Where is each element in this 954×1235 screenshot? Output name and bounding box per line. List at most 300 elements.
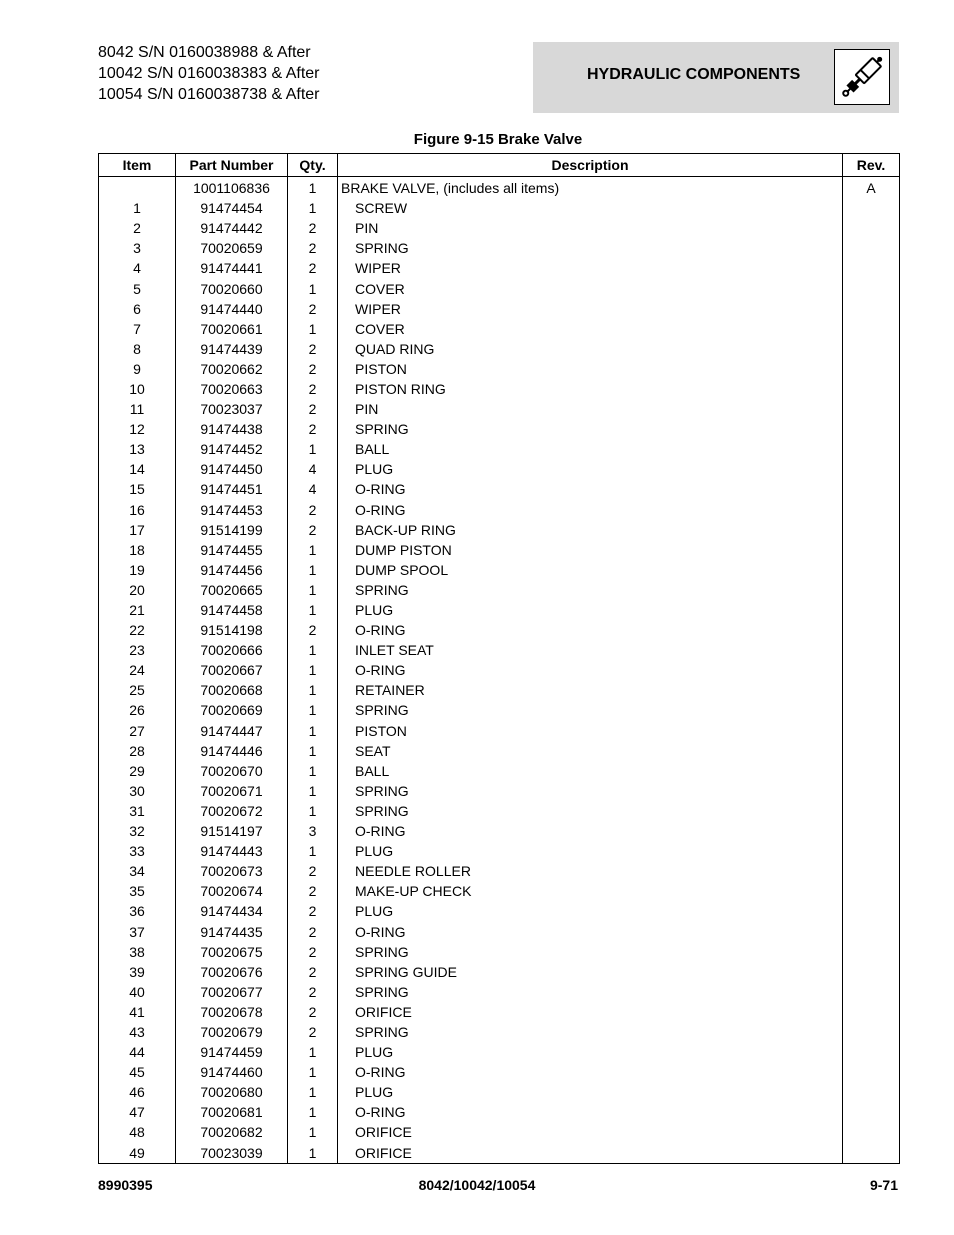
description-cell: ORIFICE: [338, 1143, 843, 1164]
quantity-cell: 2: [288, 1022, 338, 1042]
description-cell: ORIFICE: [338, 1002, 843, 1022]
item-cell: 12: [99, 419, 176, 439]
part-number-cell: 91474440: [176, 299, 288, 319]
revision-cell: A: [843, 177, 900, 199]
quantity-cell: 1: [288, 1062, 338, 1082]
revision-cell: [843, 901, 900, 921]
table-row: [99, 479, 900, 499]
part-number-cell: 70020672: [176, 801, 288, 821]
table-row: [99, 359, 900, 379]
quantity-cell: 2: [288, 500, 338, 520]
quantity-cell: 2: [288, 218, 338, 238]
revision-cell: [843, 1022, 900, 1042]
revision-cell: [843, 1062, 900, 1082]
item-cell: 16: [99, 500, 176, 520]
part-number-cell: 91474451: [176, 479, 288, 499]
revision-cell: [843, 339, 900, 359]
part-number-cell: 70020668: [176, 680, 288, 700]
footer-model-numbers: 8042/10042/10054: [418, 1177, 536, 1193]
parts-table: [98, 153, 900, 1164]
item-cell: 18: [99, 540, 176, 560]
description-cell: O-RING: [338, 620, 843, 640]
table-row: [99, 721, 900, 741]
table-row: [99, 1082, 900, 1102]
table-row: [99, 218, 900, 238]
description-cell: PLUG: [338, 901, 843, 921]
description-cell: PLUG: [338, 459, 843, 479]
description-cell: COVER: [338, 319, 843, 339]
description-cell: SPRING: [338, 781, 843, 801]
revision-cell: [843, 419, 900, 439]
table-row: [99, 761, 900, 781]
table-row: [99, 962, 900, 982]
item-cell: 25: [99, 680, 176, 700]
item-cell: 44: [99, 1042, 176, 1062]
revision-cell: [843, 218, 900, 238]
section-title: HYDRAULIC COMPONENTS: [587, 66, 801, 83]
revision-cell: [843, 841, 900, 861]
table-row: [99, 700, 900, 720]
description-cell: QUAD RING: [338, 339, 843, 359]
item-cell: 9: [99, 359, 176, 379]
section-header: [533, 42, 899, 113]
quantity-cell: 1: [288, 600, 338, 620]
quantity-cell: 1: [288, 319, 338, 339]
item-cell: 8: [99, 339, 176, 359]
revision-cell: [843, 640, 900, 660]
description-cell: SPRING GUIDE: [338, 962, 843, 982]
revision-cell: [843, 1122, 900, 1142]
table-row: [99, 459, 900, 479]
quantity-cell: 1: [288, 1143, 338, 1164]
description-cell: SPRING: [338, 580, 843, 600]
quantity-cell: 1: [288, 801, 338, 821]
item-cell: 49: [99, 1143, 176, 1164]
item-cell: 14: [99, 459, 176, 479]
item-cell: 36: [99, 901, 176, 921]
item-cell: 27: [99, 721, 176, 741]
quantity-cell: 1: [288, 781, 338, 801]
item-cell: [99, 177, 176, 199]
revision-cell: [843, 1002, 900, 1022]
revision-cell: [843, 1082, 900, 1102]
serial-line: 10054 S/N 0160038738 & After: [98, 86, 320, 103]
revision-cell: [843, 821, 900, 841]
revision-cell: [843, 580, 900, 600]
item-cell: 3: [99, 238, 176, 258]
description-cell: PISTON: [338, 721, 843, 741]
quantity-cell: 2: [288, 901, 338, 921]
quantity-cell: 3: [288, 821, 338, 841]
column-header-item: Item: [99, 154, 176, 177]
revision-cell: [843, 881, 900, 901]
item-cell: 4: [99, 258, 176, 278]
revision-cell: [843, 921, 900, 941]
table-row: [99, 781, 900, 801]
description-cell: SPRING: [338, 982, 843, 1002]
table-row: [99, 540, 900, 560]
part-number-cell: 91474438: [176, 419, 288, 439]
part-number-cell: 91474435: [176, 921, 288, 941]
revision-cell: [843, 520, 900, 540]
part-number-cell: 70020673: [176, 861, 288, 881]
part-number-cell: 70020682: [176, 1122, 288, 1142]
part-number-cell: 70020674: [176, 881, 288, 901]
table-row: [99, 660, 900, 680]
part-number-cell: 91474458: [176, 600, 288, 620]
item-cell: 28: [99, 741, 176, 761]
quantity-cell: 2: [288, 620, 338, 640]
quantity-cell: 4: [288, 479, 338, 499]
column-header-qty: Qty.: [288, 154, 338, 177]
revision-cell: [843, 1042, 900, 1062]
part-number-cell: 70020681: [176, 1102, 288, 1122]
quantity-cell: 1: [288, 540, 338, 560]
part-number-cell: 70023039: [176, 1143, 288, 1164]
item-cell: 47: [99, 1102, 176, 1122]
description-cell: SPRING: [338, 419, 843, 439]
column-header-description: Description: [338, 154, 843, 177]
part-number-cell: 91474452: [176, 439, 288, 459]
part-number-cell: 70020662: [176, 359, 288, 379]
table-row: [99, 921, 900, 941]
quantity-cell: 1: [288, 761, 338, 781]
part-number-cell: 70020677: [176, 982, 288, 1002]
revision-cell: [843, 1143, 900, 1164]
table-row: [99, 500, 900, 520]
table-row: [99, 680, 900, 700]
description-cell: O-RING: [338, 660, 843, 680]
description-cell: BALL: [338, 761, 843, 781]
table-row: [99, 278, 900, 298]
description-cell: DUMP SPOOL: [338, 560, 843, 580]
table-row: [99, 399, 900, 419]
part-number-cell: 91474446: [176, 741, 288, 761]
table-row: [99, 901, 900, 921]
column-header-part-number: Part Number: [176, 154, 288, 177]
description-cell: BACK-UP RING: [338, 520, 843, 540]
item-cell: 24: [99, 660, 176, 680]
item-cell: 41: [99, 1002, 176, 1022]
quantity-cell: 1: [288, 721, 338, 741]
quantity-cell: 2: [288, 419, 338, 439]
description-cell: SCREW: [338, 198, 843, 218]
table-row: [99, 520, 900, 540]
part-number-cell: 91514198: [176, 620, 288, 640]
part-number-cell: 91474453: [176, 500, 288, 520]
quantity-cell: 1: [288, 177, 338, 199]
table-row: [99, 801, 900, 821]
part-number-cell: 70020679: [176, 1022, 288, 1042]
description-cell: PIN: [338, 399, 843, 419]
table-row: [99, 580, 900, 600]
quantity-cell: 2: [288, 258, 338, 278]
table-row: [99, 821, 900, 841]
item-cell: 7: [99, 319, 176, 339]
part-number-cell: 91474456: [176, 560, 288, 580]
part-number-cell: 70020669: [176, 700, 288, 720]
revision-cell: [843, 700, 900, 720]
part-number-cell: 70020661: [176, 319, 288, 339]
revision-cell: [843, 801, 900, 821]
quantity-cell: 2: [288, 238, 338, 258]
item-cell: 38: [99, 942, 176, 962]
revision-cell: [843, 238, 900, 258]
part-number-cell: 1001106836: [176, 177, 288, 199]
part-number-cell: 70020680: [176, 1082, 288, 1102]
quantity-cell: 1: [288, 198, 338, 218]
description-cell: PLUG: [338, 841, 843, 861]
revision-cell: [843, 399, 900, 419]
revision-cell: [843, 299, 900, 319]
part-number-cell: 91474442: [176, 218, 288, 238]
revision-cell: [843, 600, 900, 620]
part-number-cell: 70020675: [176, 942, 288, 962]
description-cell: BRAKE VALVE, (includes all items): [338, 177, 843, 199]
description-cell: SPRING: [338, 942, 843, 962]
revision-cell: [843, 379, 900, 399]
description-cell: PISTON RING: [338, 379, 843, 399]
table-header-row: [99, 154, 900, 177]
table-row: [99, 1022, 900, 1042]
revision-cell: [843, 258, 900, 278]
description-cell: DUMP PISTON: [338, 540, 843, 560]
quantity-cell: 1: [288, 680, 338, 700]
part-number-cell: 91474454: [176, 198, 288, 218]
item-cell: 11: [99, 399, 176, 419]
description-cell: SEAT: [338, 741, 843, 761]
footer-page-number: 9-71: [869, 1177, 898, 1193]
table-row: [99, 439, 900, 459]
quantity-cell: 2: [288, 379, 338, 399]
revision-cell: [843, 761, 900, 781]
item-cell: 6: [99, 299, 176, 319]
part-number-cell: 91474441: [176, 258, 288, 278]
quantity-cell: 1: [288, 660, 338, 680]
description-cell: ORIFICE: [338, 1122, 843, 1142]
part-number-cell: 91474443: [176, 841, 288, 861]
table-row: [99, 177, 900, 199]
description-cell: PLUG: [338, 600, 843, 620]
table-row: [99, 1062, 900, 1082]
table-row: [99, 1102, 900, 1122]
table-row: [99, 861, 900, 881]
quantity-cell: 2: [288, 962, 338, 982]
serial-line: 8042 S/N 0160038988 & After: [98, 44, 311, 61]
table-row: [99, 1143, 900, 1164]
table-row: [99, 982, 900, 1002]
part-number-cell: 70020667: [176, 660, 288, 680]
table-row: [99, 1002, 900, 1022]
item-cell: 22: [99, 620, 176, 640]
quantity-cell: 2: [288, 942, 338, 962]
quantity-cell: 2: [288, 861, 338, 881]
item-cell: 21: [99, 600, 176, 620]
description-cell: PLUG: [338, 1042, 843, 1062]
part-number-cell: 91474459: [176, 1042, 288, 1062]
item-cell: 19: [99, 560, 176, 580]
part-number-cell: 70020670: [176, 761, 288, 781]
table-row: [99, 881, 900, 901]
description-cell: O-RING: [338, 1102, 843, 1122]
table-row: [99, 1042, 900, 1062]
item-cell: 34: [99, 861, 176, 881]
table-row: [99, 319, 900, 339]
part-number-cell: 70020663: [176, 379, 288, 399]
table-row: [99, 620, 900, 640]
description-cell: O-RING: [338, 479, 843, 499]
table-row: [99, 258, 900, 278]
item-cell: 35: [99, 881, 176, 901]
revision-cell: [843, 721, 900, 741]
revision-cell: [843, 962, 900, 982]
quantity-cell: 1: [288, 700, 338, 720]
part-number-cell: 91474434: [176, 901, 288, 921]
part-number-cell: 70023037: [176, 399, 288, 419]
quantity-cell: 1: [288, 741, 338, 761]
table-row: [99, 560, 900, 580]
item-cell: 30: [99, 781, 176, 801]
quantity-cell: 2: [288, 921, 338, 941]
quantity-cell: 4: [288, 459, 338, 479]
description-cell: O-RING: [338, 1062, 843, 1082]
description-cell: SPRING: [338, 700, 843, 720]
part-number-cell: 70020666: [176, 640, 288, 660]
part-number-cell: 91474455: [176, 540, 288, 560]
item-cell: 48: [99, 1122, 176, 1142]
quantity-cell: 2: [288, 359, 338, 379]
revision-cell: [843, 278, 900, 298]
table-row: [99, 238, 900, 258]
description-cell: O-RING: [338, 500, 843, 520]
item-cell: 40: [99, 982, 176, 1002]
revision-cell: [843, 439, 900, 459]
serial-line: 10042 S/N 0160038383 & After: [98, 65, 320, 82]
quantity-cell: 2: [288, 399, 338, 419]
item-cell: 37: [99, 921, 176, 941]
quantity-cell: 1: [288, 278, 338, 298]
table-row: [99, 841, 900, 861]
description-cell: RETAINER: [338, 680, 843, 700]
item-cell: 15: [99, 479, 176, 499]
item-cell: 13: [99, 439, 176, 459]
table-row: [99, 942, 900, 962]
item-cell: 32: [99, 821, 176, 841]
description-cell: WIPER: [338, 258, 843, 278]
quantity-cell: 1: [288, 580, 338, 600]
item-cell: 33: [99, 841, 176, 861]
table-row: [99, 339, 900, 359]
part-number-cell: 70020665: [176, 580, 288, 600]
description-cell: MAKE-UP CHECK: [338, 881, 843, 901]
part-number-cell: 70020671: [176, 781, 288, 801]
figure-title: Figure 9-15 Brake Valve: [413, 131, 583, 148]
parts-table-body: [99, 177, 900, 1164]
table-row: [99, 198, 900, 218]
revision-cell: [843, 942, 900, 962]
revision-cell: [843, 620, 900, 640]
table-row: [99, 741, 900, 761]
description-cell: SPRING: [338, 801, 843, 821]
item-cell: 17: [99, 520, 176, 540]
part-number-cell: 91514197: [176, 821, 288, 841]
quantity-cell: 1: [288, 439, 338, 459]
table-row: [99, 419, 900, 439]
description-cell: NEEDLE ROLLER: [338, 861, 843, 881]
revision-cell: [843, 479, 900, 499]
part-number-cell: 91474439: [176, 339, 288, 359]
item-cell: 20: [99, 580, 176, 600]
quantity-cell: 2: [288, 1002, 338, 1022]
description-cell: O-RING: [338, 921, 843, 941]
item-cell: 29: [99, 761, 176, 781]
quantity-cell: 1: [288, 1102, 338, 1122]
table-row: [99, 299, 900, 319]
item-cell: 10: [99, 379, 176, 399]
item-cell: 5: [99, 278, 176, 298]
table-row: [99, 379, 900, 399]
description-cell: PIN: [338, 218, 843, 238]
item-cell: 1: [99, 198, 176, 218]
table-row: [99, 600, 900, 620]
footer-document-number: 8990395: [98, 1177, 153, 1193]
quantity-cell: 1: [288, 1082, 338, 1102]
quantity-cell: 2: [288, 881, 338, 901]
description-cell: SPRING: [338, 1022, 843, 1042]
part-number-cell: 70020678: [176, 1002, 288, 1022]
part-number-cell: 91474447: [176, 721, 288, 741]
revision-cell: [843, 198, 900, 218]
part-number-cell: 91474460: [176, 1062, 288, 1082]
item-cell: 26: [99, 700, 176, 720]
description-cell: WIPER: [338, 299, 843, 319]
item-cell: 2: [99, 218, 176, 238]
revision-cell: [843, 680, 900, 700]
revision-cell: [843, 500, 900, 520]
serial-number-block: [98, 42, 320, 105]
column-header-rev: Rev.: [843, 154, 900, 177]
revision-cell: [843, 540, 900, 560]
quantity-cell: 1: [288, 841, 338, 861]
item-cell: 23: [99, 640, 176, 660]
part-number-cell: 70020659: [176, 238, 288, 258]
revision-cell: [843, 560, 900, 580]
description-cell: SPRING: [338, 238, 843, 258]
description-cell: O-RING: [338, 821, 843, 841]
part-number-cell: 91474450: [176, 459, 288, 479]
item-cell: 31: [99, 801, 176, 821]
quantity-cell: 2: [288, 520, 338, 540]
revision-cell: [843, 982, 900, 1002]
description-cell: BALL: [338, 439, 843, 459]
hydraulic-cylinder-icon: [834, 49, 890, 105]
quantity-cell: 2: [288, 299, 338, 319]
description-cell: INLET SEAT: [338, 640, 843, 660]
quantity-cell: 2: [288, 339, 338, 359]
quantity-cell: 2: [288, 982, 338, 1002]
item-cell: 43: [99, 1022, 176, 1042]
revision-cell: [843, 861, 900, 881]
revision-cell: [843, 319, 900, 339]
part-number-cell: 70020660: [176, 278, 288, 298]
quantity-cell: 1: [288, 640, 338, 660]
part-number-cell: 70020676: [176, 962, 288, 982]
revision-cell: [843, 359, 900, 379]
revision-cell: [843, 660, 900, 680]
item-cell: 39: [99, 962, 176, 982]
table-row: [99, 1122, 900, 1142]
quantity-cell: 1: [288, 1122, 338, 1142]
